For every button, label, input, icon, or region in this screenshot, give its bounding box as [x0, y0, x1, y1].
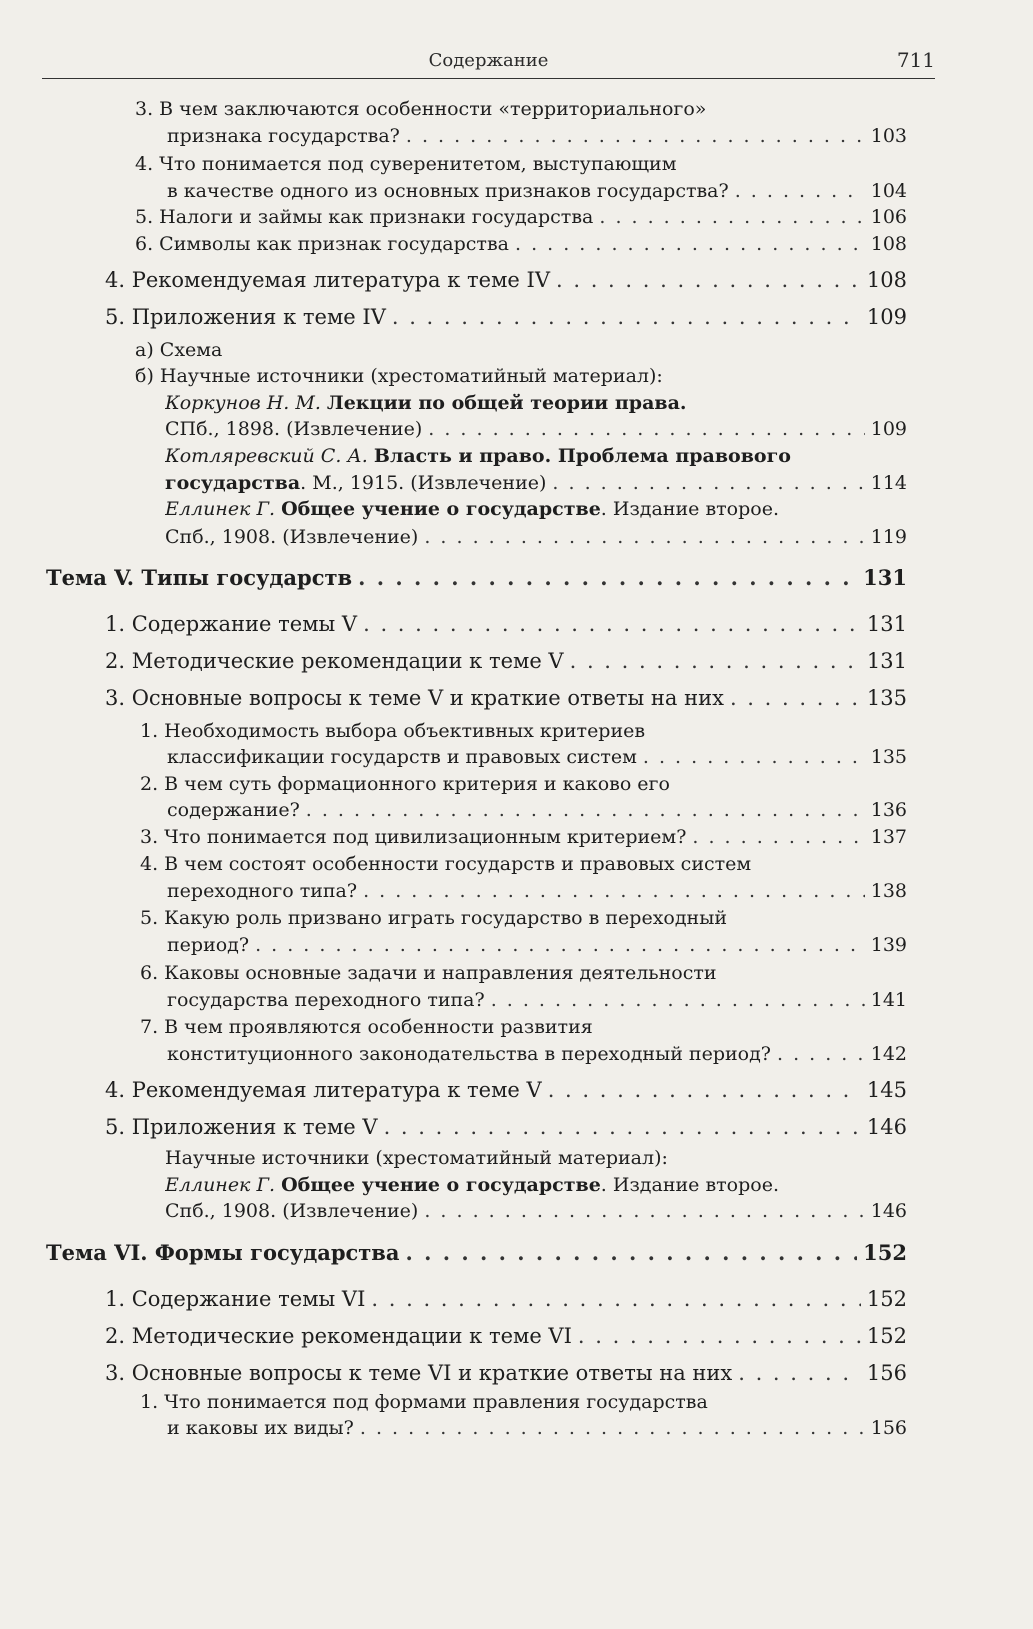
dot-leader: [358, 565, 857, 590]
toc-entry-title: [105, 1115, 378, 1139]
dot-leader: [730, 686, 861, 710]
toc-entry-title: [105, 686, 724, 710]
toc-entry: [135, 233, 907, 255]
dot-leader: [599, 206, 864, 228]
toc-entry: [140, 962, 907, 984]
toc-entry-title: [167, 880, 357, 902]
toc-entry: [165, 445, 907, 467]
toc-entry-title: [135, 339, 222, 361]
toc-entry-title: [105, 612, 357, 636]
dot-leader: [371, 1287, 861, 1311]
toc-page-number: 156: [866, 1361, 907, 1385]
toc-entry-title: [105, 1287, 365, 1311]
toc-entry-title: [167, 934, 249, 956]
toc-entry: [165, 418, 907, 440]
toc-entry-title: [167, 1043, 771, 1065]
entry-text: 4. В чем состоят особенности государств и правовых систем: [140, 853, 752, 875]
entry-text: 5. Приложения к теме V: [105, 1115, 378, 1139]
toc-page-number: 152: [866, 1324, 907, 1348]
dot-leader: [424, 526, 864, 548]
toc-page-number: 135: [866, 686, 907, 710]
toc-entry-title: [140, 773, 670, 795]
entry-text: 2. Методические рекомендации к теме VI: [105, 1324, 572, 1348]
toc-page-number: 131: [866, 612, 907, 636]
dot-leader: [777, 1043, 865, 1065]
dot-leader: [491, 989, 865, 1011]
entry-text: 3. Основные вопросы к теме V и краткие ответы на них: [105, 686, 724, 710]
work-title: Общее учение о государстве: [281, 1174, 601, 1196]
toc-page-number: 131: [863, 565, 907, 590]
toc-entry: [140, 720, 907, 742]
toc-entry: [105, 649, 907, 673]
dot-leader: [692, 826, 864, 848]
toc-page-number: 146: [866, 1115, 907, 1139]
toc-entry-title: [140, 853, 751, 875]
toc-entry-title: [105, 305, 386, 329]
entry-text: 6. Каковы основные задачи и направления деятельности: [140, 962, 717, 984]
toc-entry-title: [105, 1078, 542, 1102]
toc-page-number: 152: [863, 1240, 907, 1265]
toc-page-number: 108: [870, 233, 907, 255]
toc-entry-title: [165, 1174, 779, 1196]
toc-page-number: 142: [870, 1043, 907, 1065]
work-title: Лекции по общей теории права.: [326, 392, 687, 414]
dot-leader: [552, 472, 864, 494]
dot-leader: [515, 233, 865, 255]
entry-text: классификации государств и правовых систем: [167, 746, 637, 768]
entry-text: и каковы их виды?: [167, 1417, 354, 1439]
toc-entry-title: [140, 962, 717, 984]
toc-entry: [105, 1115, 907, 1139]
dot-leader: [306, 799, 865, 821]
toc-entry-title: [105, 268, 550, 292]
toc-entry: [135, 153, 907, 175]
dot-leader: [428, 418, 864, 440]
entry-text: Тема V. Типы государств: [46, 565, 353, 590]
running-header: [42, 44, 935, 79]
toc-entry: [165, 526, 907, 548]
toc-page-number: 106: [870, 206, 907, 228]
toc-entry-title: [165, 418, 422, 440]
toc-page-number: 139: [870, 934, 907, 956]
dot-leader: [406, 125, 865, 147]
entry-text: 2. Методические рекомендации к теме V: [105, 649, 564, 673]
entry-text: 1. Необходимость выбора объективных критериев: [140, 720, 646, 742]
toc-entry: [165, 498, 907, 520]
entry-text: содержание?: [167, 799, 300, 821]
dot-leader: [735, 180, 865, 202]
toc-entry-title: [46, 565, 352, 590]
entry-text: 6. Символы как признак государства: [135, 233, 509, 255]
toc-entry-title: [135, 233, 509, 255]
entry-text: . М., 1915. (Извлечение): [300, 472, 547, 494]
entry-text: 3. В чем заключаются особенности «территориального»: [135, 98, 707, 120]
entry-text: конституционного законодательства в переходный период?: [167, 1043, 771, 1065]
toc-entry: [165, 1147, 907, 1169]
author-name: Коркунов Н. М.: [165, 392, 321, 414]
toc-entry-title: [167, 1417, 354, 1439]
entry-text: 7. В чем проявляются особенности развития: [140, 1016, 593, 1038]
toc-entry: [165, 472, 907, 494]
work-title: государства: [165, 472, 301, 494]
entry-text: Научные источники (хрестоматийный материал):: [165, 1147, 668, 1169]
dot-leader: [392, 305, 861, 329]
entry-text: . Издание второе.: [600, 498, 779, 520]
toc-entry-title: [165, 1200, 418, 1222]
dot-leader: [255, 934, 865, 956]
toc-entry-title: [167, 799, 300, 821]
toc-entry: [105, 1287, 907, 1311]
toc-page-number: 138: [870, 880, 907, 902]
toc-page-number: 131: [866, 649, 907, 673]
entry-text: государства переходного типа?: [167, 989, 485, 1011]
toc-entry: [105, 1324, 907, 1348]
toc-page-number: 104: [870, 180, 907, 202]
toc-page-number: 146: [870, 1200, 907, 1222]
dot-leader: [548, 1078, 861, 1102]
entry-text: 5. Приложения к теме IV: [105, 305, 386, 329]
toc-entry: [135, 365, 907, 387]
entry-text: . Издание второе.: [600, 1174, 779, 1196]
toc-entry: [135, 206, 907, 228]
toc-entry: [135, 98, 907, 120]
toc-entry-title: [165, 472, 546, 494]
toc-entry-title: [135, 153, 677, 175]
toc-entry: [105, 1361, 907, 1385]
entry-text: 4. Рекомендуемая литература к теме V: [105, 1078, 542, 1102]
toc-page-number: 109: [866, 305, 907, 329]
toc-entry-title: [165, 1147, 668, 1169]
toc-entry-title: [140, 1391, 708, 1413]
toc-entry: [105, 305, 907, 329]
entry-text: б) Научные источники (хрестоматийный материал):: [135, 365, 663, 387]
toc-entry: [105, 1078, 907, 1102]
dot-leader: [578, 1324, 861, 1348]
toc-entry: [167, 934, 907, 956]
dot-leader: [363, 880, 865, 902]
author-name: Еллинек Г.: [165, 498, 276, 520]
toc-entry-title: [167, 180, 729, 202]
entry-text: 5. Налоги и займы как признаки государства: [135, 206, 594, 228]
toc-entry-title: [135, 98, 706, 120]
toc-page-number: 119: [870, 526, 907, 548]
toc-page-number: 137: [870, 826, 907, 848]
entry-text: Спб., 1908. (Извлечение): [165, 1200, 419, 1222]
toc-entry-title: [140, 1016, 593, 1038]
entry-text: 1. Что понимается под формами правления государства: [140, 1391, 708, 1413]
toc-entry-title: [135, 365, 663, 387]
toc-entry: [105, 268, 907, 292]
toc-page-number: 103: [870, 125, 907, 147]
toc-page-number: 109: [870, 418, 907, 440]
toc-entry-title: [105, 1361, 732, 1385]
header-title: Содержание: [428, 50, 549, 71]
toc-entry-title: [165, 392, 687, 414]
toc-entry: [167, 746, 907, 768]
toc-entry: [140, 773, 907, 795]
toc-entry-title: [46, 1240, 400, 1265]
toc-page-number: 152: [866, 1287, 907, 1311]
toc-entry: [167, 880, 907, 902]
toc-entry: [165, 1200, 907, 1222]
work-title: Общее учение о государстве: [281, 498, 601, 520]
toc-entry-title: [140, 720, 645, 742]
toc-page-number: 135: [870, 746, 907, 768]
dot-leader: [556, 268, 861, 292]
dot-leader: [424, 1200, 864, 1222]
dot-leader: [406, 1240, 858, 1265]
toc-entry: [167, 180, 907, 202]
toc-entry: [140, 826, 907, 848]
toc-page-number: 145: [866, 1078, 907, 1102]
toc-page-number: 156: [870, 1417, 907, 1439]
toc-entry: [140, 1016, 907, 1038]
entry-text: 3. Основные вопросы к теме VI и краткие ответы на них: [105, 1361, 733, 1385]
toc-entry: [46, 565, 907, 590]
author-name: Котляревский С. А.: [165, 445, 368, 467]
entry-text: в качестве одного из основных признаков государства?: [167, 180, 729, 202]
entry-text: Тема VI. Формы государства: [46, 1240, 400, 1265]
work-title: Власть и право. Проблема правового: [373, 445, 791, 467]
toc-entry: [165, 1174, 907, 1196]
toc-entry-title: [167, 125, 400, 147]
entry-text: Спб., 1908. (Извлечение): [165, 526, 419, 548]
toc-entry-title: [167, 989, 485, 1011]
page-number: 711: [896, 48, 935, 72]
dot-leader: [738, 1361, 861, 1385]
toc-entry: [167, 1043, 907, 1065]
toc-entry: [135, 339, 907, 361]
toc-entry-title: [165, 498, 779, 520]
entry-text: период?: [167, 934, 250, 956]
entry-text: переходного типа?: [167, 880, 358, 902]
toc-entry: [140, 907, 907, 929]
toc-entry-title: [135, 206, 593, 228]
toc-entry-title: [105, 1324, 572, 1348]
entry-text: 4. Рекомендуемая литература к теме IV: [105, 268, 550, 292]
toc-entry-title: [165, 445, 791, 467]
toc-page-number: 114: [870, 472, 907, 494]
entry-text: 2. В чем суть формационного критерия и каково его: [140, 773, 670, 795]
toc-page-number: 141: [870, 989, 907, 1011]
toc-entry: [167, 799, 907, 821]
toc-entry: [167, 125, 907, 147]
dot-leader: [570, 649, 861, 673]
toc-entry: [167, 1417, 907, 1439]
toc-entry: [105, 686, 907, 710]
author-name: Еллинек Г.: [165, 1174, 276, 1196]
dot-leader: [363, 612, 861, 636]
entry-text: 5. Какую роль призвано играть государство в переходный: [140, 907, 727, 929]
entry-text: СПб., 1898. (Извлечение): [165, 418, 423, 440]
entry-text: 4. Что понимается под суверенитетом, выступающим: [135, 153, 677, 175]
toc-entry: [165, 392, 907, 414]
toc-entry-title: [167, 746, 637, 768]
toc-entry-title: [140, 907, 727, 929]
entry-text: 3. Что понимается под цивилизационным критерием?: [140, 826, 687, 848]
toc-entry: [140, 853, 907, 875]
entry-text: 1. Содержание темы VI: [105, 1287, 366, 1311]
toc-entry-title: [140, 826, 686, 848]
toc-entry-title: [105, 649, 564, 673]
toc-entry: [46, 1240, 907, 1265]
toc-entry-title: [165, 526, 418, 548]
toc-entry: [140, 1391, 907, 1413]
toc-entry: [105, 612, 907, 636]
toc-entry: [167, 989, 907, 1011]
toc-page-number: 108: [866, 268, 907, 292]
toc-page-number: 136: [870, 799, 907, 821]
entry-text: признака государства?: [167, 125, 400, 147]
dot-leader: [384, 1115, 861, 1139]
entry-text: 1. Содержание темы V: [105, 612, 358, 636]
dot-leader: [360, 1417, 865, 1439]
entry-text: а) Схема: [135, 339, 223, 361]
dot-leader: [643, 746, 865, 768]
